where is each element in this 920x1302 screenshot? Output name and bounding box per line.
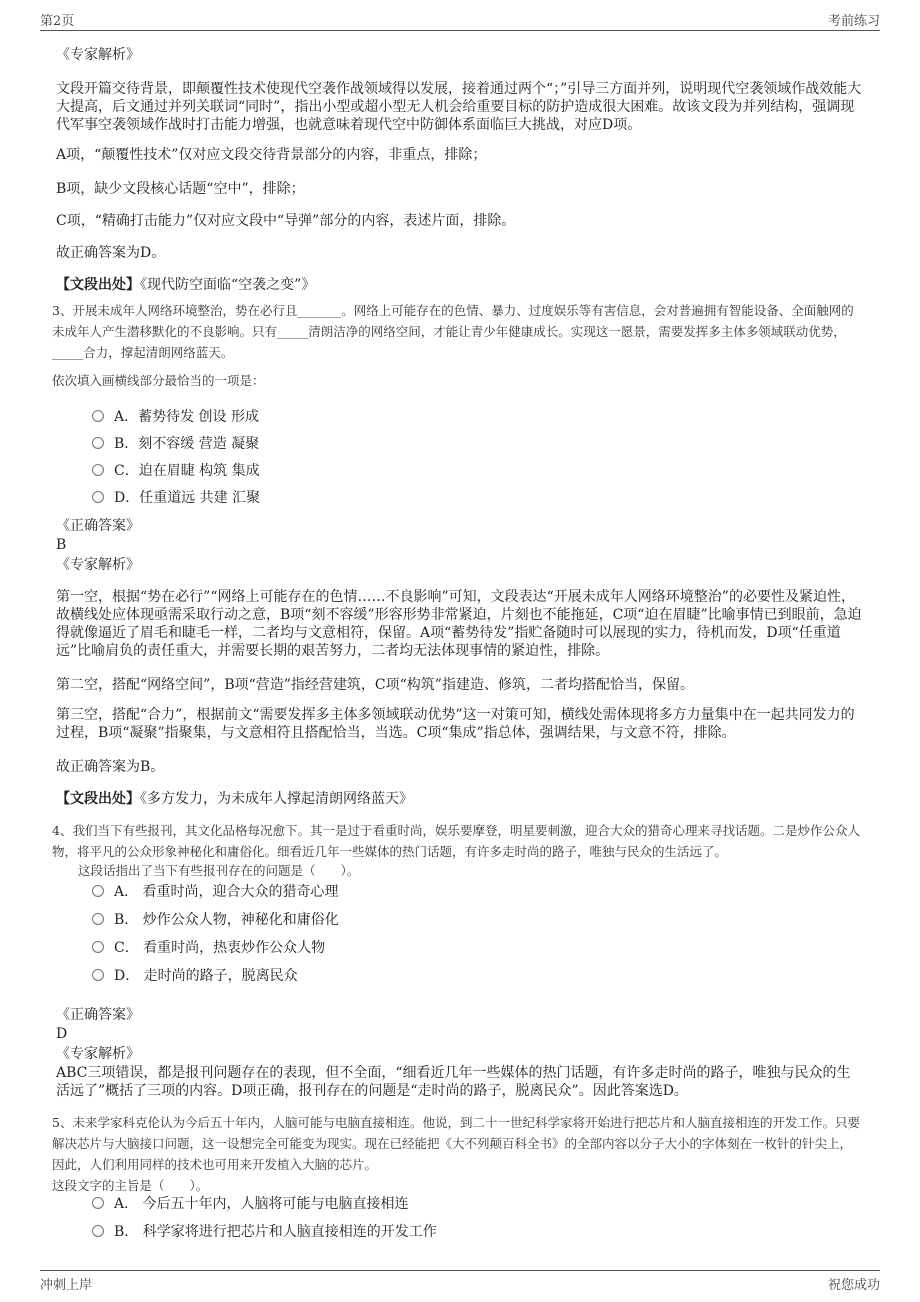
- q2-option-a-analysis: A项，“颠覆性技术”仅对应文段交待背景部分的内容，非重点，排除；: [56, 147, 487, 163]
- q3-option-a[interactable]: A．蓄势待发 创设 形成: [92, 407, 259, 427]
- radio-icon[interactable]: [92, 491, 104, 503]
- q5-option-b[interactable]: B． 科学家将进行把芯片和人脑直接相连的开发工作: [92, 1222, 437, 1242]
- source-title: 《现代防空面临“空袭之变”》: [140, 277, 316, 293]
- q3-analysis-blank3: 第三空，搭配“合力”，根据前文“需要发挥多主体多领域联动优势”这一对策可知，横线处需体现将多方力量集中在一起共同发力的过程，B项“凝聚”指聚集，与文意相符且搭配恰当，当选。C项“集成”指总体，强调结果，与文意不符，排除。: [56, 707, 855, 741]
- radio-icon[interactable]: [92, 437, 104, 449]
- q2-conclusion: 故正确答案为D。: [56, 245, 166, 261]
- q4-option-c[interactable]: C． 看重时尚，热衷炒作公众人物: [92, 938, 325, 958]
- radio-icon[interactable]: [92, 969, 104, 981]
- radio-icon[interactable]: [92, 913, 104, 925]
- q4-analysis: ABC三项错误，都是报刊问题存在的表现，但不全面，“细看近几年一些媒体的热门话题，有许多走时尚的路子，唯独与民众的生活远了”概括了三项的内容。D项正确，报刊存在的问题是“走时尚的路子，脱离民众”。因此答案选D。: [56, 1065, 851, 1099]
- q3-stem: 3、开展未成年人网络环境整治，势在必行且_______。网络上可能存在的色情、暴力、过度娱乐等有害信息，会对普遍拥有智能设备、全面触网的未成年人产生潜移默化的不良影响。只有_____清朗洁净的网络空间，才能让青少年健康成长。实现这一愿景，需要发挥多主体多领域联动优势，_____合力，撑起清朗网络蓝天。: [52, 303, 854, 360]
- q2-analysis: 文段开篇交待背景，即颠覆性技术使现代空袭作战领域得以发展，接着通过两个“；”引导三方面并列，说明现代空袭领域作战效能大大提高，后文通过并列关联词“同时”，指出小型或超小型无人机会给重要目标的防护造成很大困难。故该文段为并列结构，强调现代军事空袭领域作战时打击能力增强，也就意味着现代空中防御体系面临巨大挑战，对应D项。: [56, 81, 862, 133]
- radio-icon[interactable]: [92, 410, 104, 422]
- source-title: 《多方发力，为未成年人撑起清朗网络蓝天》: [140, 791, 413, 807]
- q4-answer: D: [56, 1026, 68, 1042]
- q4-prompt: 这段话指出了当下有些报刊存在的问题是（ ）。: [78, 863, 360, 878]
- footer-left-text: 冲刺上岸: [40, 1278, 93, 1293]
- q4-option-a[interactable]: A． 看重时尚，迎合大众的猎奇心理: [92, 882, 339, 902]
- source-tag: 【文段出处】: [56, 791, 140, 807]
- q2-source: [56, 276, 864, 294]
- q5-stem: 5、未来学家科克伦认为今后五十年内，人脑可能与电脑直接相连。他说，到二十一世纪科学家将开始进行把芯片和人脑直接相连的开发工作。只要解决芯片与大脑接口问题，这一设想完全可能变为现实。现在已经能把《大不列颠百科全书》的全部内容以分子大小的字体刻在一枚针的针尖上，因此，人们利用同样的技术也可用来开发植入大脑的芯片。: [52, 1115, 860, 1172]
- header-title: 考前练习: [827, 14, 880, 29]
- q3-prompt: 依次填入画横线部分最恰当的一项是：: [52, 373, 265, 388]
- footer-divider: [40, 1270, 880, 1271]
- page-number: 第2页: [40, 14, 75, 29]
- q3-answer: B: [56, 537, 67, 553]
- q4-option-d[interactable]: D． 走时尚的路子，脱离民众: [92, 966, 298, 986]
- radio-icon[interactable]: [92, 1225, 104, 1237]
- radio-icon[interactable]: [92, 941, 104, 953]
- q3-option-c[interactable]: C．迫在眉睫 构筑 集成: [92, 461, 260, 481]
- correct-answer-label: 《正确答案》: [56, 518, 140, 534]
- q5-prompt: 这段文字的主旨是（ ）。: [52, 1178, 209, 1193]
- expert-analysis-label: 《专家解析》: [56, 557, 140, 573]
- q3-source: [56, 790, 864, 808]
- radio-icon[interactable]: [92, 464, 104, 476]
- q5-option-a[interactable]: A． 今后五十年内，人脑将可能与电脑直接相连: [92, 1194, 409, 1214]
- source-tag: 【文段出处】: [56, 277, 140, 293]
- correct-answer-label: 《正确答案》: [56, 1007, 140, 1023]
- q3-conclusion: 故正确答案为B。: [56, 759, 165, 775]
- radio-icon[interactable]: [92, 1197, 104, 1209]
- footer-right-text: 祝您成功: [827, 1278, 880, 1293]
- radio-icon[interactable]: [92, 885, 104, 897]
- q2-option-c-analysis: C项，“精确打击能力”仅对应文段中“导弹”部分的内容，表述片面，排除。: [56, 213, 516, 229]
- expert-analysis-label: 《专家解析》: [56, 47, 140, 63]
- q3-analysis-blank2: 第二空，搭配“网络空间”，B项“营造”指经营建筑，C项“构筑”指建造、修筑，二者均搭配恰当，保留。: [56, 677, 694, 693]
- q4-stem: 4、我们当下有些报刊，其文化品格每况愈下。其一是过于看重时尚，娱乐要摩登，明星要刺激，迎合大众的猎奇心理来寻找话题。二是炒作公众人物，将平凡的公众形象神秘化和庸俗化。细看近几年一些媒体的热门话题，有许多走时尚的路子，唯独与民众的生活远了。: [52, 823, 860, 859]
- q2-option-b-analysis: B项，缺少文段核心话题“空中”，排除；: [56, 181, 305, 197]
- q3-option-d[interactable]: D．任重道远 共建 汇聚: [92, 488, 260, 508]
- expert-analysis-label: 《专家解析》: [56, 1046, 140, 1062]
- q3-analysis-blank1: 第一空，根据“势在必行”“网络上可能存在的色情……不良影响”可知，文段表达“开展未成年人网络环境整治”的必要性及紧迫性，故横线处应体现亟需采取行动之意，B项“刻不容缓”形容形势非常紧迫，片刻也不能拖延，C项“迫在眉睫”比喻事情已到眼前，急迫得就像逼近了眉毛和睫毛一样，二者均与文意相符，保留。A项“蓄势待发”指贮备随时可以展现的实力，待机而发，D项“任重道远”比喻肩负的责任重大，并需要长期的艰苦努力，二者均无法体现事情的紧迫性，排除。: [56, 589, 862, 659]
- q3-option-b[interactable]: B．刻不容缓 营造 凝聚: [92, 434, 259, 454]
- q4-option-b[interactable]: B． 炒作公众人物，神秘化和庸俗化: [92, 910, 339, 930]
- header-divider: [40, 30, 880, 31]
